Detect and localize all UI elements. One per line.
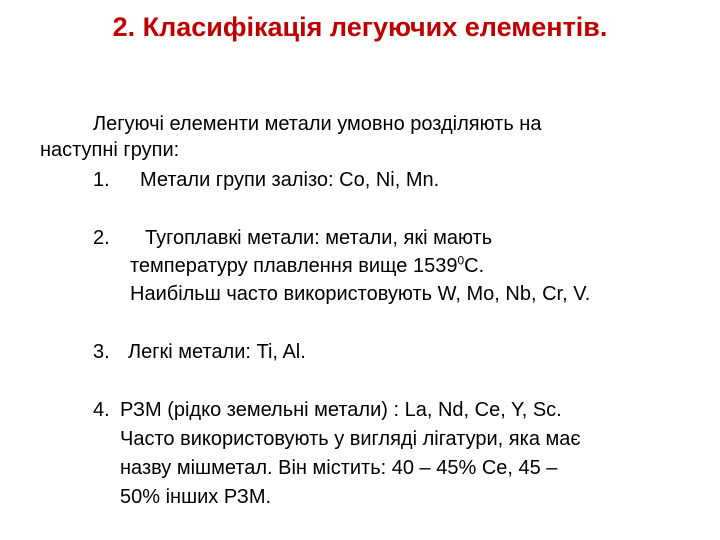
intro-line-2: наступні групи: (40, 139, 180, 161)
list-item-number-2: 2. (93, 227, 110, 249)
list-item-4-line-4: 50% інших РЗМ. (120, 486, 272, 508)
degree-superscript: 0 (457, 253, 465, 268)
list-item-1-line-1: Метали групи залізо: Co, Ni, Mn. (140, 169, 440, 191)
list-item-4-line-3: назву мішметал. Він містить: 40 – 45% Ce, 45 – (120, 457, 558, 479)
slide-title: 2. Класифікація легуючих елементів. (112, 12, 608, 42)
list-item-2-line-2 (130, 254, 484, 278)
list-item-number-4: 4. (93, 399, 110, 421)
list-item-3-line-1: Легкі метали: Ti, Al. (128, 341, 306, 363)
list-item-number-1: 1. (93, 169, 110, 191)
list-item-number-3: 3. (93, 341, 110, 363)
list-item-2-line-1: Тугоплавкі метали: метали, які мають (145, 227, 493, 249)
melting-temperature-text: температуру плавлення вище 1539 (130, 255, 458, 277)
list-item-4-line-2: Часто використовують у вигляді лігатури, яка має (120, 428, 581, 450)
list-item-4-line-1: РЗМ (рідко земельні метали) : La, Nd, Ce, Y, Sc. (120, 399, 562, 421)
celsius-unit: C. (464, 255, 485, 277)
intro-line-1: Легуючі елементи метали умовно розділяють на (93, 113, 542, 135)
list-item-2-line-3: Наибільш часто використовують W, Mo, Nb, Cr, V. (130, 283, 591, 305)
